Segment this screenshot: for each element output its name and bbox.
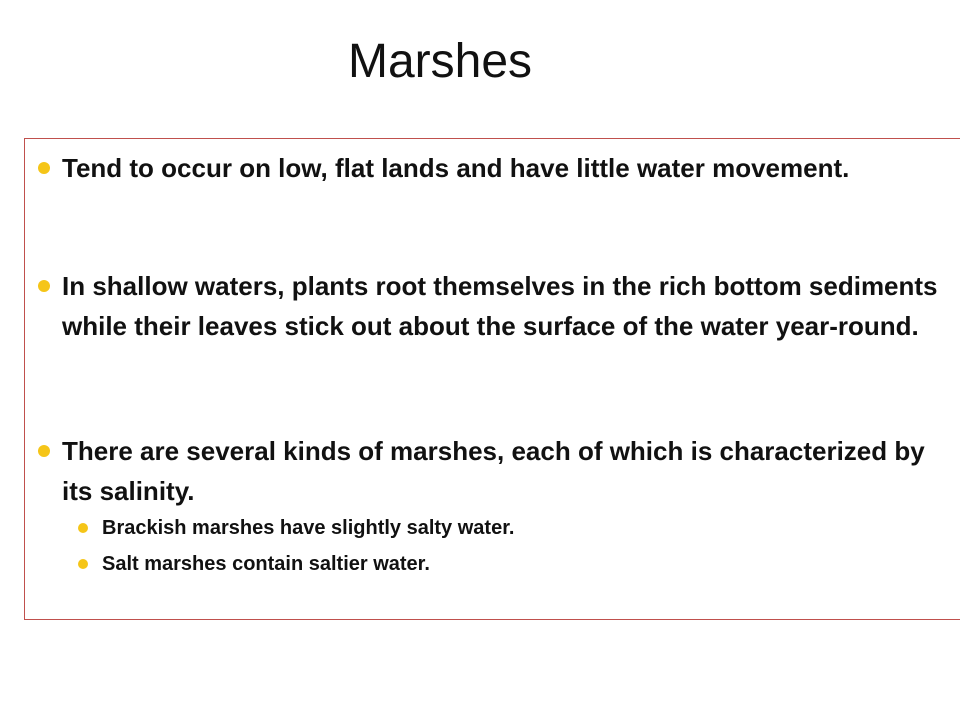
bullet-dot-icon: [78, 523, 88, 533]
bullet-dot-icon: [78, 559, 88, 569]
subbullet-item: [78, 513, 918, 543]
slide-title: Marshes: [347, 35, 533, 88]
bullet-dot-icon: [38, 445, 50, 457]
bullet-dot-icon: [38, 280, 50, 292]
bullet-text: In shallow waters, plants root themselves in the rich bottom sediments while their leaves stick out about the surface of the water year-round.: [62, 271, 938, 341]
subbullet-item: [78, 549, 918, 579]
bullet-item: [38, 148, 938, 228]
bullet-dot-icon: [38, 162, 50, 174]
bullet-item: [38, 431, 938, 511]
bullet-text: There are several kinds of marshes, each of which is characterized by its salinity.: [62, 436, 925, 506]
bullet-text: Tend to occur on low, flat lands and have little water movement.: [62, 153, 850, 183]
subbullet-text: Salt marshes contain saltier water.: [102, 553, 430, 575]
subbullet-text: Brackish marshes have slightly salty water.: [102, 517, 515, 539]
bullet-item: [38, 266, 938, 386]
